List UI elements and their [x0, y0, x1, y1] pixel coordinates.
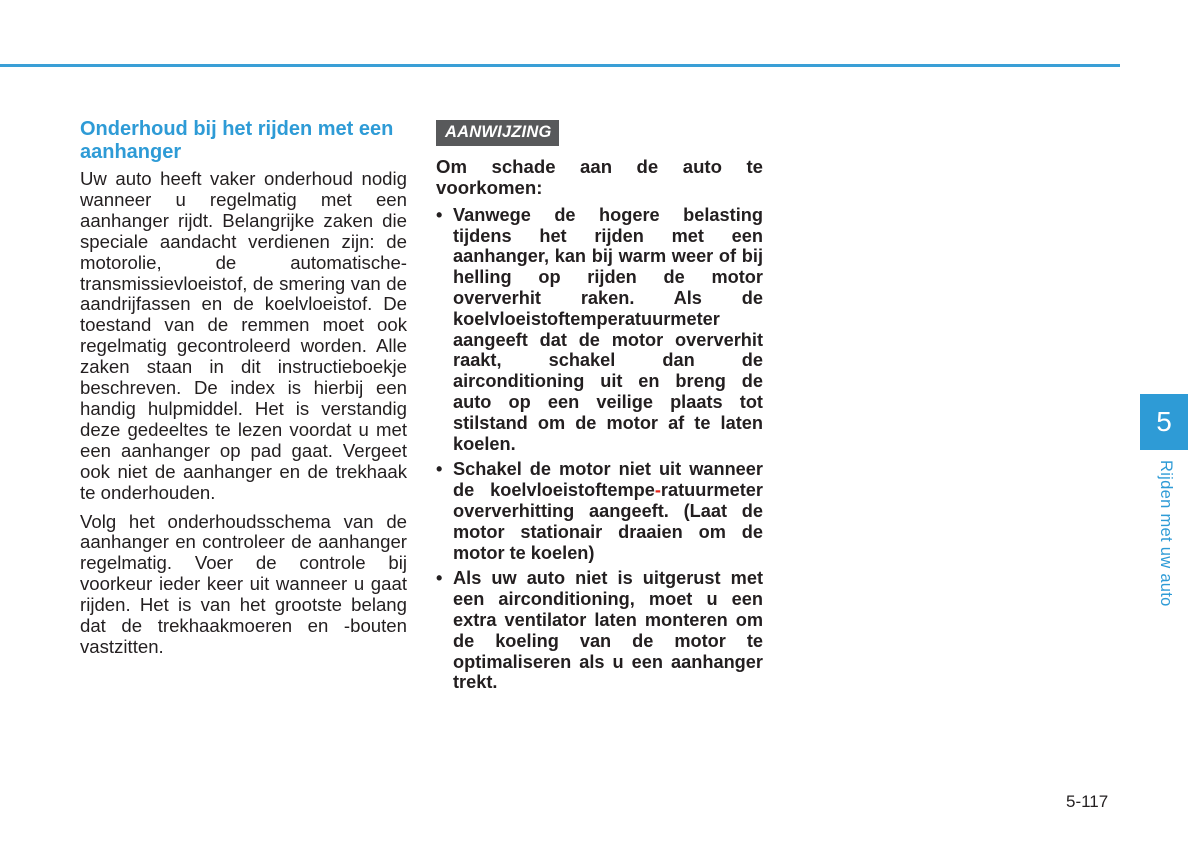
paragraph-2: Volg het onderhoudsschema van de aanhanger en controleer de aanhanger regelmatig. Voer de controle bij voorkeur ieder keer uit wanneer u gaat rijden. Het is van het grootste belang dat de trekhaakmoeren en -bouten vastzitten. — [80, 510, 407, 657]
chapter-number-tab: 5 — [1140, 394, 1188, 450]
bullet-text: Vanwege de hogere belasting tijdens het rijden met een aanhanger, kan bij warm weer of bij helling op rijden de motor oververhit raken. Als de koelvloeistoftemperatuurmeter aangeeft dat de motor oververhit raakt, schakel dan de airconditioning uit en breng de auto op een veilige plaats tot stilstand om de motor af te laten koelen. — [453, 204, 763, 454]
bullet-text: Als uw auto niet is uitgerust met een airconditioning, moet u een extra ventilator laten monteren om de koeling van de motor te optimaliseren als u een aanhanger trekt. — [453, 568, 763, 693]
note-bullet-list — [436, 205, 763, 693]
section-title: Onderhoud bij het rijden met een aanhanger — [80, 118, 394, 163]
note-intro: Om schade aan de auto te voorkomen: — [436, 156, 763, 198]
list-item — [436, 205, 763, 455]
left-column — [80, 118, 407, 666]
bullet-text-b: ratuurmeter oververhitting aangeeft. (Laat de motor stationair draaien om de motor te koelen) — [453, 480, 763, 563]
top-rule — [0, 64, 1120, 67]
bullet-icon: • — [436, 568, 443, 589]
bullet-text-a: Schakel de motor niet uit wanneer de koelvloeistoftempe — [453, 459, 763, 501]
bullet-icon: • — [436, 204, 443, 225]
page-number: 5-117 — [1066, 792, 1109, 811]
list-item — [436, 568, 763, 693]
note-label: AANWIJZING — [436, 120, 559, 146]
chapter-title: Rijden met uw auto — [1157, 460, 1175, 607]
list-item — [436, 459, 763, 563]
note-column — [436, 120, 763, 698]
hyphen-mark: - — [654, 480, 661, 501]
paragraph-1: Uw auto heeft vaker onderhoud nodig wanneer u regelmatig met een aanhanger rijdt. Belangrijke zaken die speciale aandacht verdienen zijn: de motorolie, de automatische-transmissievloeistof, de smering van de aandrijfassen en de koelvloeistof. De toestand van de remmen moet ook regelmatig gecontroleerd worden. Alle zaken staan in dit instructieboekje beschreven. De index is hierbij een handig hulpmiddel. Het is verstandig deze gedeeltes te lezen voordat u met een aanhanger op pad gaat. Vergeet ook niet de aanhanger en de trekhaak te onderhouden. — [80, 168, 407, 503]
bullet-icon: • — [436, 459, 443, 480]
